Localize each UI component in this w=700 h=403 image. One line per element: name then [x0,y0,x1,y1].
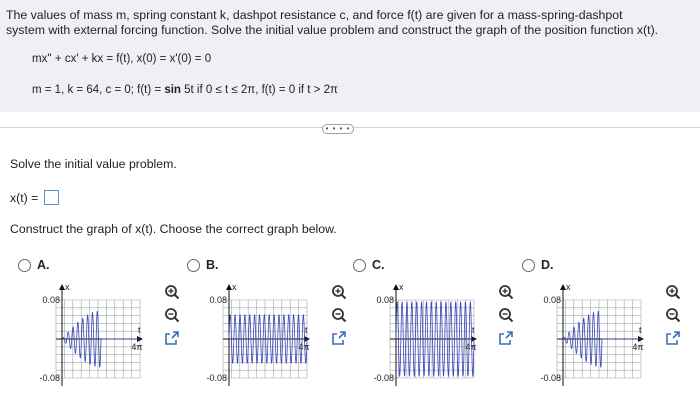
graph-c [362,278,482,396]
problem-line-1: The values of mass m, spring constant k, dashpot resistance c, and force f(t) are given for a mass-spring-dashpot [6,8,623,22]
y-max-label: 0.08 [543,295,561,305]
t-tick-label: 4π [632,342,644,352]
graph-b-tools [331,284,349,353]
x-axis-label: x [232,282,237,292]
y-max-label: 0.08 [209,295,227,305]
radio-c[interactable] [353,259,366,272]
y-max-label: 0.08 [42,295,60,305]
graph-b [195,278,315,396]
radio-b[interactable] [187,259,200,272]
option-d[interactable]: D. [522,258,554,272]
t-axis-label: t [305,325,308,335]
zoom-in-icon[interactable] [164,284,180,300]
problem-line-2: system with external forcing function. Solve the initial value problem and construct the graph of the position function x(t). [6,23,659,37]
more-options-button[interactable]: • • • • [322,124,354,134]
graph-a [28,278,148,396]
problem-statement [0,0,700,112]
graph-instruction: Construct the graph of x(t). Choose the correct graph below. [10,222,337,236]
t-axis-label: t [138,325,141,335]
graph-a-tools [164,284,182,353]
answer-label: x(t) = [10,191,39,205]
y-min-label: -0.08 [206,373,227,383]
expand-icon[interactable] [164,330,180,346]
expand-icon[interactable] [331,330,347,346]
y-max-label: 0.08 [376,295,394,305]
x-axis-label: x [566,282,571,292]
radio-a[interactable] [18,259,31,272]
expand-icon[interactable] [498,330,514,346]
x-axis-label: x [65,282,70,292]
graph-d [529,278,649,396]
solve-instruction: Solve the initial value problem. [10,157,177,171]
zoom-out-icon[interactable] [164,307,180,323]
problem-parameters: m = 1, k = 64, c = 0; f(t) = sin 5t if 0 ≤ t ≤ 2π, f(t) = 0 if t > 2π [32,84,338,96]
zoom-in-icon[interactable] [665,284,681,300]
t-tick-label: 4π [298,342,310,352]
t-axis-label: t [639,325,642,335]
zoom-out-icon[interactable] [498,307,514,323]
option-c[interactable]: C. [353,258,385,272]
zoom-in-icon[interactable] [331,284,347,300]
zoom-out-icon[interactable] [665,307,681,323]
radio-d[interactable] [522,259,535,272]
expand-icon[interactable] [665,330,681,346]
graph-d-tools [665,284,683,353]
answer-input[interactable] [44,190,59,205]
graph-c-tools [498,284,516,353]
zoom-in-icon[interactable] [498,284,514,300]
t-axis-label: t [472,325,475,335]
t-tick-label: 4π [465,342,477,352]
zoom-out-icon[interactable] [331,307,347,323]
y-min-label: -0.08 [39,373,60,383]
option-b[interactable]: B. [187,258,219,272]
y-min-label: -0.08 [540,373,561,383]
x-axis-label: x [399,282,404,292]
option-a[interactable]: A. [18,258,50,272]
t-tick-label: 4π [131,342,143,352]
y-min-label: -0.08 [373,373,394,383]
differential-equation: mx'' + cx' + kx = f(t), x(0) = x'(0) = 0 [32,53,212,65]
